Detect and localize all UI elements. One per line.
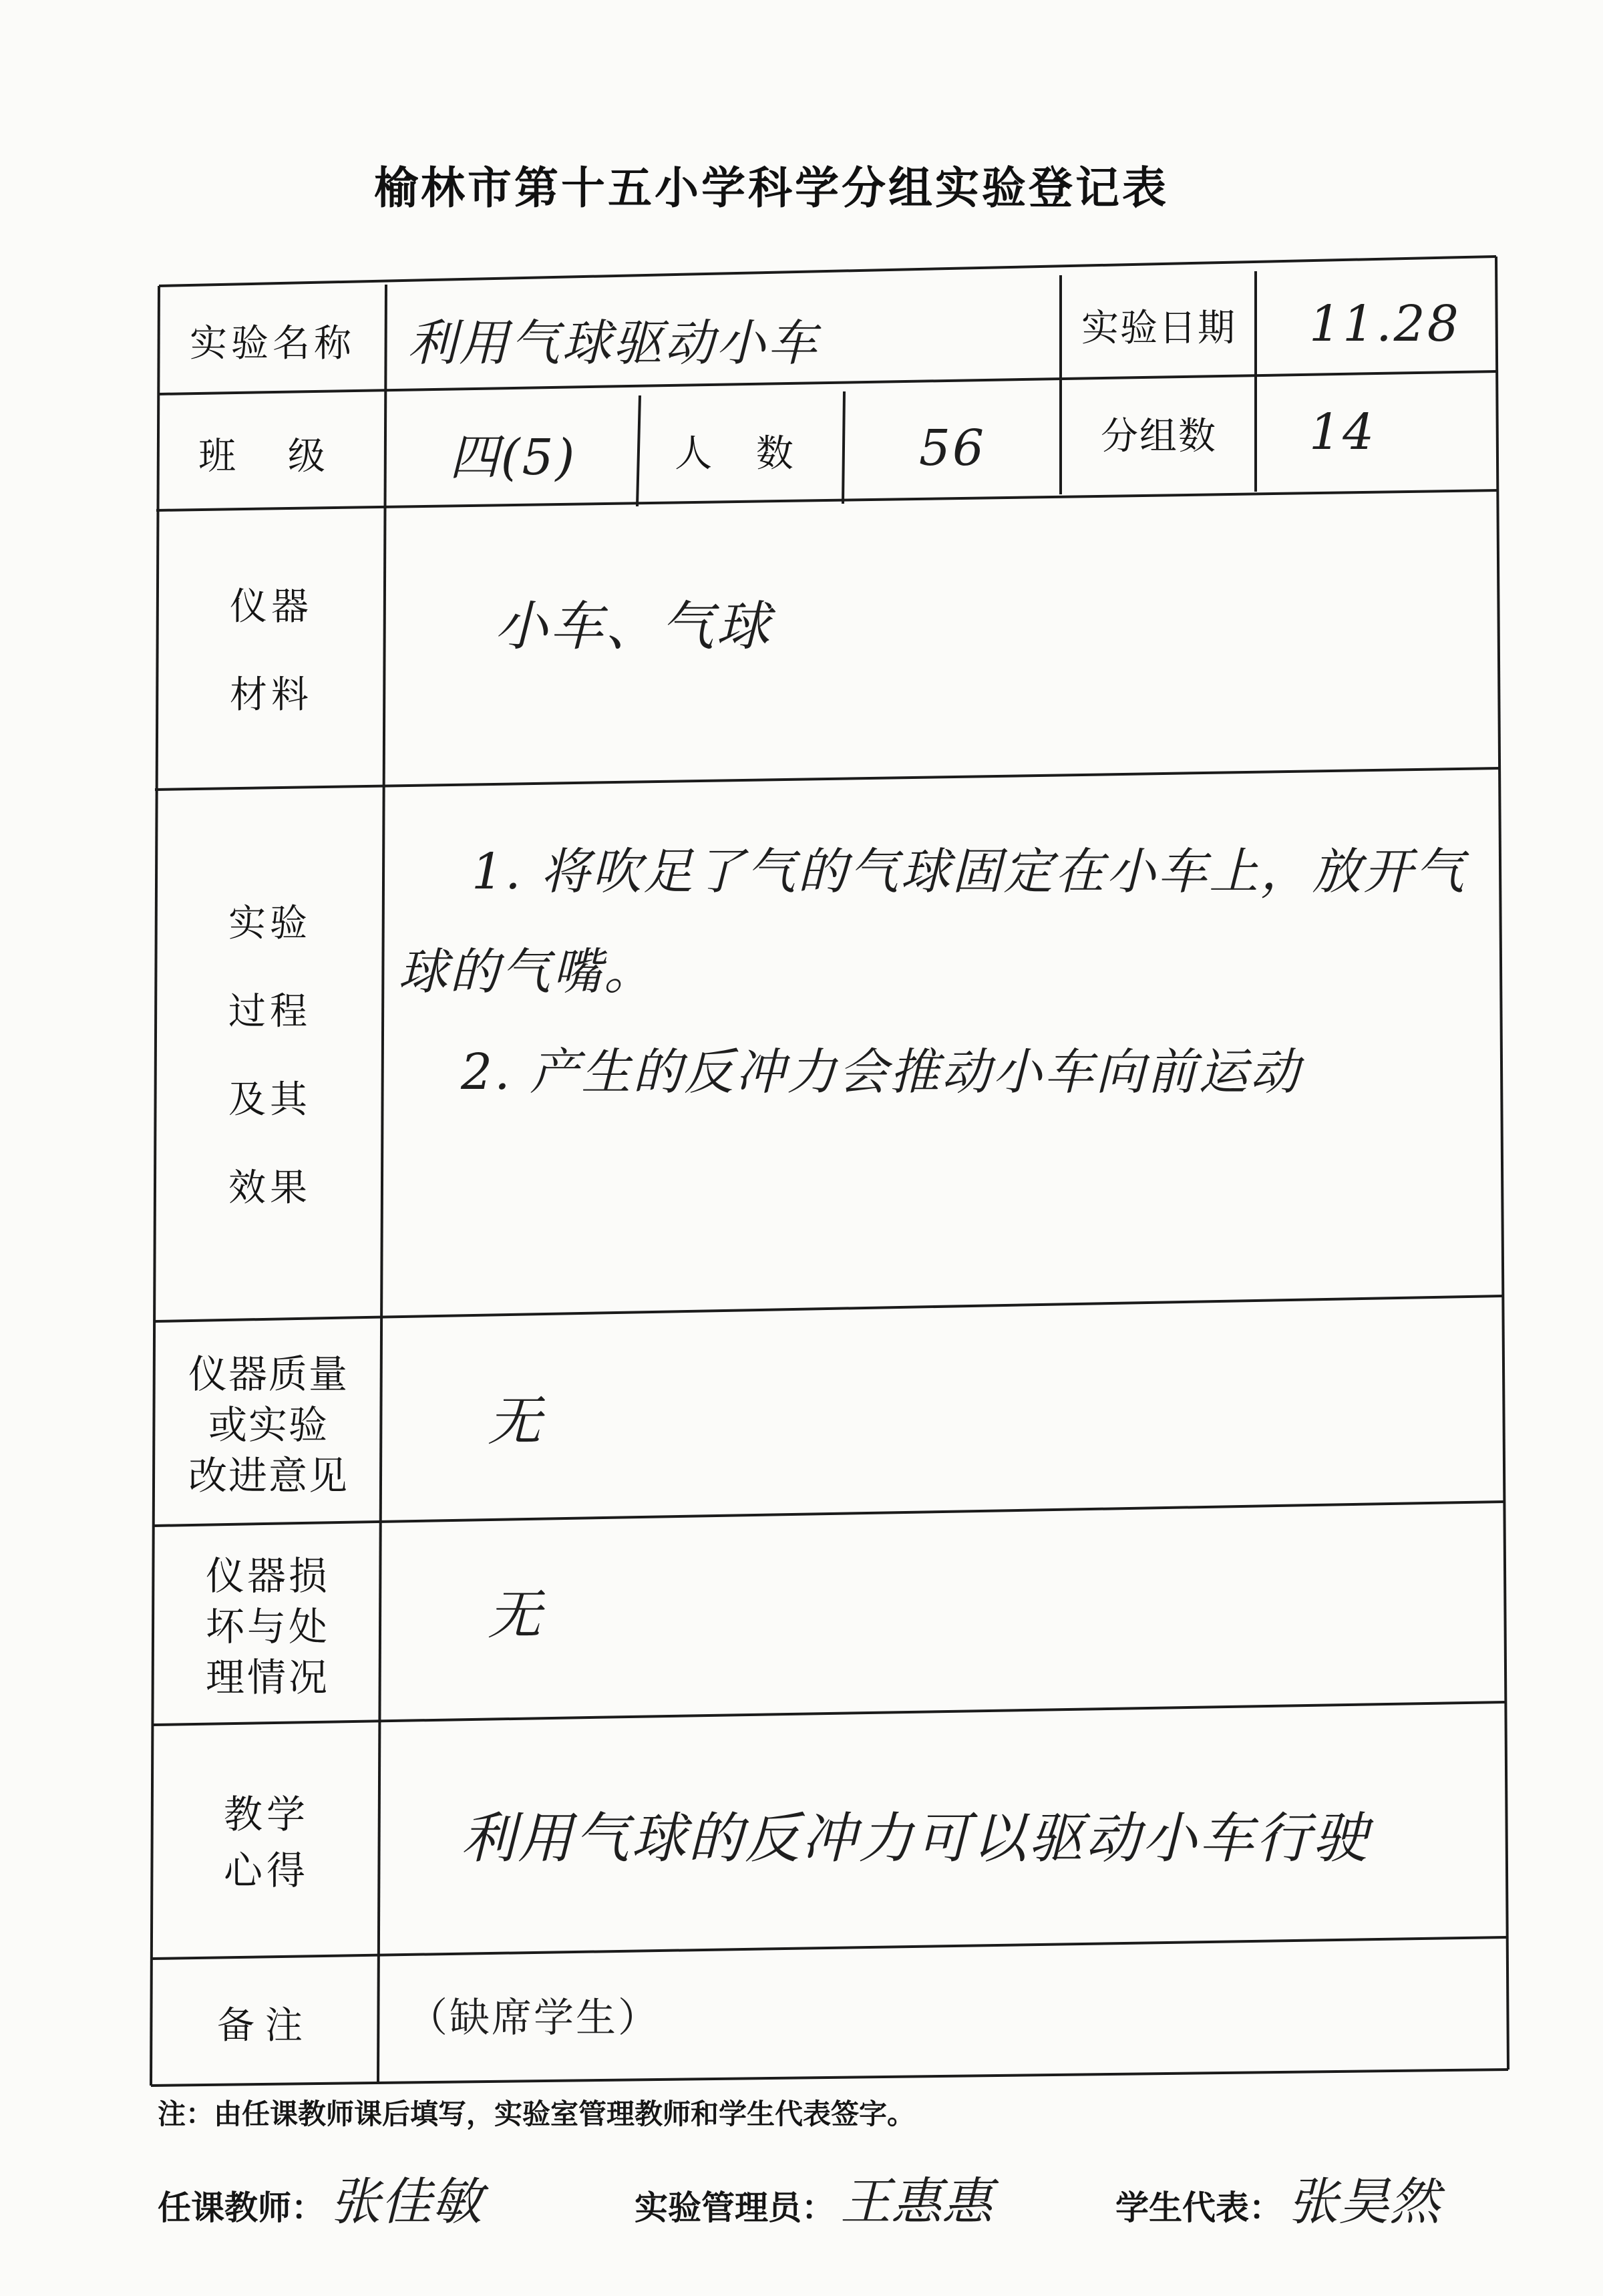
- experiment-date-value: 11.28: [1309, 295, 1461, 353]
- improvement-value: 无: [488, 1389, 543, 1452]
- process-step-1: 1. 将吹足了气的气球固定在小车上，放开气球的气嘴。: [398, 843, 1467, 1001]
- experiment-name-label: 实验名称: [190, 322, 355, 365]
- experiment-name-value: 利用气球驱动小车: [407, 315, 819, 372]
- process-label-line1: 实验: [228, 902, 311, 945]
- improvement-label-line1: 仪器质量: [188, 1351, 349, 1397]
- improvement-label: [156, 1325, 381, 1524]
- damage-label: [156, 1530, 379, 1724]
- teacher-signature: [158, 2161, 482, 2234]
- process-label-line2: 过程: [228, 990, 311, 1033]
- materials-label: [159, 514, 383, 788]
- reflection-label: [155, 1729, 378, 1956]
- student-count-value: 56: [918, 420, 987, 477]
- class-label: 班 级: [198, 435, 345, 478]
- admin-signature-name: 王惠惠: [840, 2172, 993, 2231]
- group-count-label: 分组数: [1101, 415, 1217, 458]
- reflection-value: 利用气球的反冲力可以驱动小车行驶: [461, 1806, 1369, 1870]
- materials-label-line2: 材料: [230, 673, 313, 717]
- form-title: 榆林市第十五小学科学分组实验登记表: [374, 162, 1169, 214]
- reflection-label-line1: 教学: [223, 1792, 309, 1837]
- class-value: 四(5): [449, 429, 577, 486]
- footnote: 注：由任课教师课后填写，实验室管理教师和学生代表签字。: [158, 2098, 916, 2130]
- damage-label-line3: 理情况: [205, 1655, 330, 1700]
- materials-value: 小车、气球: [494, 595, 771, 657]
- student-signature-name: 张昊然: [1288, 2172, 1440, 2231]
- student-signature: [1115, 2161, 1440, 2234]
- process-step-2: 2. 产生的反冲力会推动小车向前运动: [461, 1043, 1302, 1101]
- process-label: [158, 794, 382, 1319]
- student-signature-label: 学生代表：: [1115, 2188, 1282, 2227]
- process-value: [398, 822, 1480, 1303]
- remarks-value: （缺席学生）: [407, 1995, 660, 2041]
- damage-value: 无: [488, 1583, 543, 1646]
- experiment-date-label: 实验日期: [1081, 307, 1236, 350]
- admin-signature: [635, 2161, 993, 2234]
- process-label-line4: 效果: [228, 1166, 311, 1210]
- materials-label-line1: 仪器: [230, 585, 313, 629]
- damage-label-line1: 仪器损: [205, 1553, 330, 1599]
- reflection-label-line2: 心得: [223, 1848, 309, 1893]
- damage-label-line2: 坏与处: [205, 1604, 330, 1649]
- improvement-label-line2: 或实验: [208, 1402, 329, 1448]
- admin-signature-label: 实验管理员：: [635, 2188, 835, 2227]
- process-label-line3: 及其: [228, 1078, 311, 1122]
- improvement-label-line3: 改进意见: [188, 1453, 349, 1498]
- remarks-label: 备注: [217, 2004, 313, 2047]
- teacher-signature-name: 张佳敏: [330, 2172, 482, 2231]
- group-count-value: 14: [1309, 403, 1377, 461]
- teacher-signature-label: 任课教师：: [158, 2188, 325, 2227]
- student-count-label: 人 数: [675, 432, 810, 476]
